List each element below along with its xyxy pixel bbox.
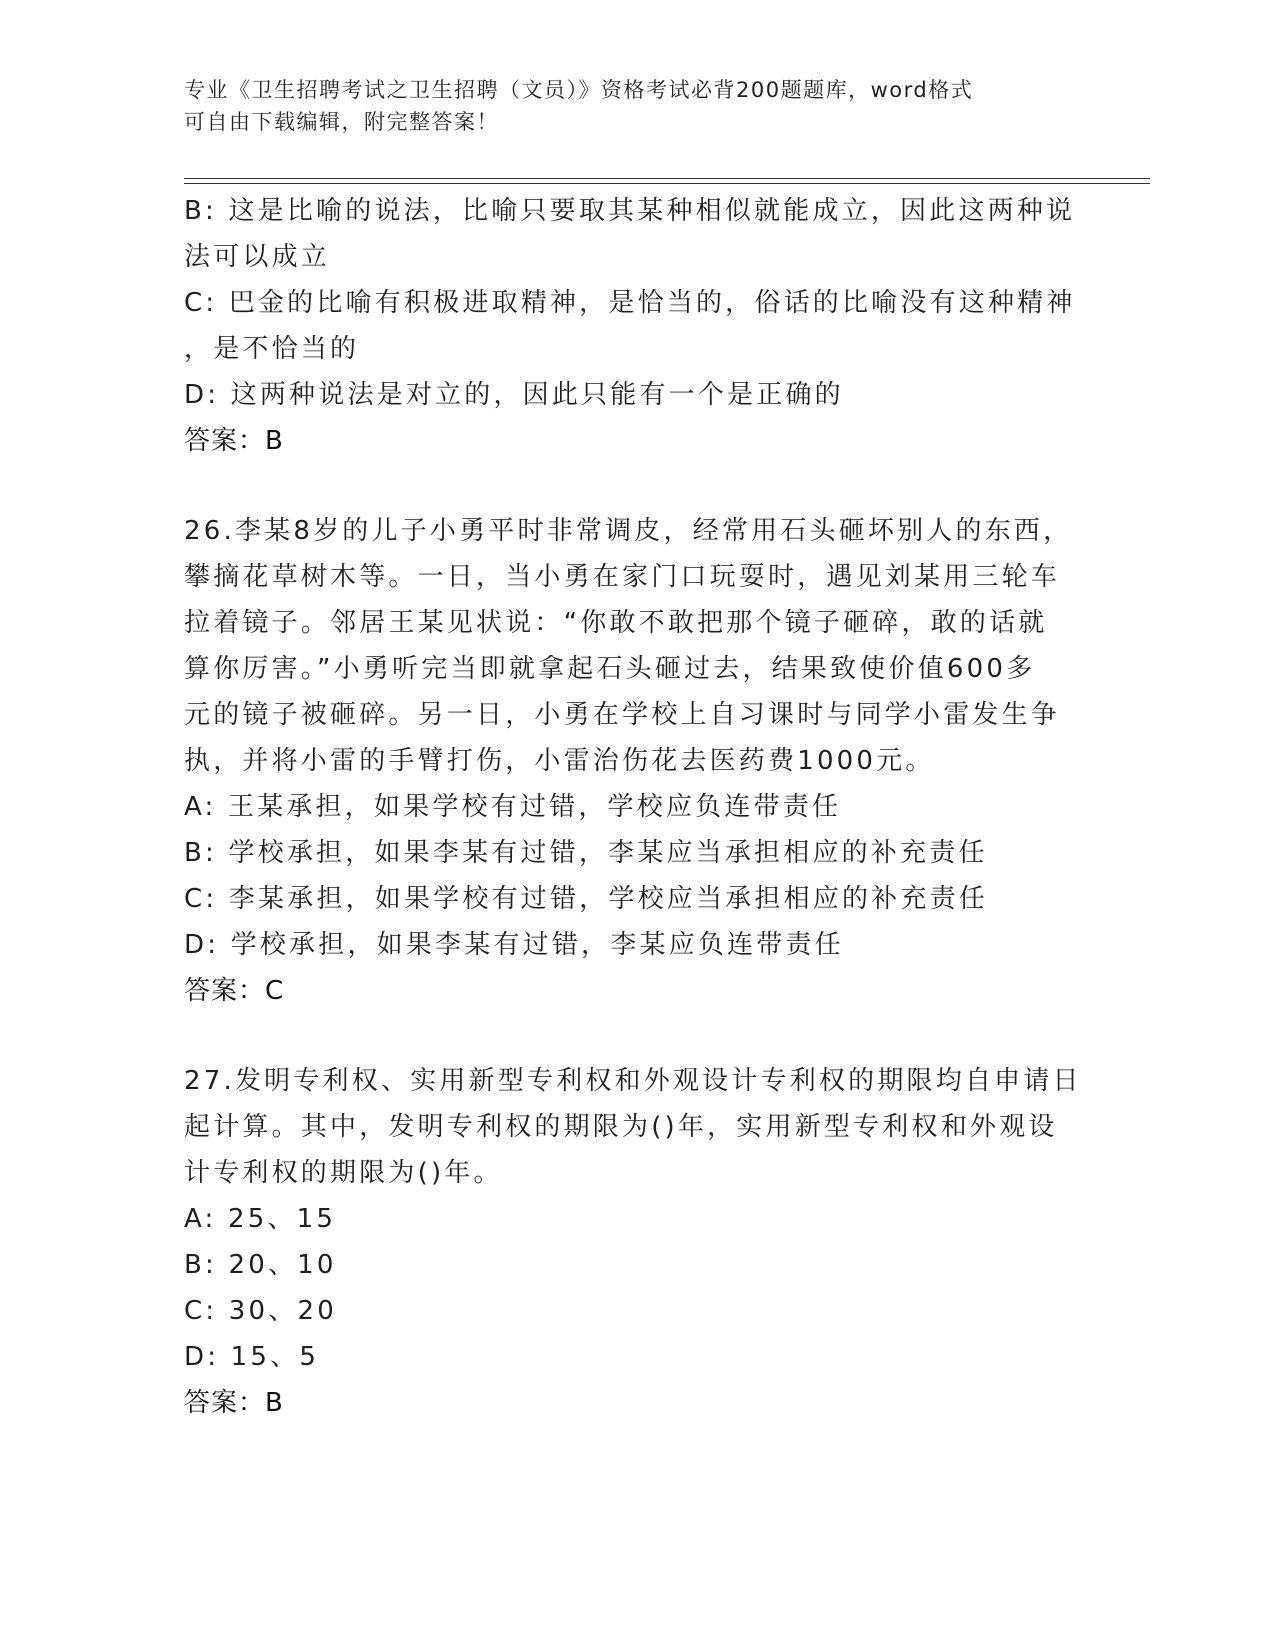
question-27	[184, 1058, 1084, 1426]
question-26	[184, 508, 1084, 1014]
q26-stem-line: 执，并将小雷的手臂打伤，小雷治伤花去医药费1000元。	[184, 746, 935, 776]
q26-stem-line: 攀摘花草树木等。一日，当小勇在家门口玩耍时，遇见刘某用三轮车	[184, 562, 1061, 592]
q26-stem-line: 26.李某8岁的儿子小勇平时非常调皮，经常用石头砸坏别人的东西，	[184, 516, 1073, 546]
q25-option-c-line-2: ，是不恰当的	[184, 334, 360, 364]
q27-stem-line: 起计算。其中，发明专利权的期限为()年，实用新型专利权和外观设	[184, 1112, 1058, 1142]
header-divider-top	[184, 178, 1150, 179]
q27-stem-line: 27.发明专利权、实用新型专利权和外观设计专利权的期限均自申请日	[184, 1066, 1082, 1096]
q26-option-a: A: 王某承担，如果学校有过错，学校应负连带责任	[184, 792, 842, 822]
question-25	[184, 188, 1084, 464]
q26-option-b: B: 学校承担，如果李某有过错，李某应当承担相应的补充责任	[184, 838, 988, 868]
q27-option-a: A: 25、15	[184, 1204, 337, 1234]
q25-option-b-line-2: 法可以成立	[184, 242, 331, 272]
q25-option-c-line-1: C: 巴金的比喻有积极进取精神，是恰当的，俗话的比喻没有这种精神	[184, 288, 1076, 318]
q25-option-d: D: 这两种说法是对立的，因此只能有一个是正确的	[184, 380, 844, 410]
q26-option-d: D: 学校承担，如果李某有过错，李某应负连带责任	[184, 930, 844, 960]
document-body	[184, 188, 1084, 1426]
q27-answer: 答案：B	[184, 1388, 284, 1418]
q25-answer: 答案：B	[184, 426, 284, 456]
page-header	[184, 74, 1064, 138]
q26-stem-line: 元的镜子被砸碎。另一日，小勇在学校上自习课时与同学小雷发生争	[184, 700, 1061, 730]
header-line-1: 专业《卫生招聘考试之卫生招聘（文员）》资格考试必背200题题库，word格式	[184, 78, 974, 102]
q27-option-d: D: 15、5	[184, 1342, 320, 1372]
header-line-2: 可自由下载编辑，附完整答案！	[184, 110, 499, 134]
spacer	[184, 464, 1084, 508]
q25-option-b-line-1: B: 这是比喻的说法，比喻只要取其某种相似就能成立，因此这两种说	[184, 196, 1076, 226]
q27-option-c: C: 30、20	[184, 1296, 337, 1326]
q26-option-c: C: 李某承担，如果学校有过错，学校应当承担相应的补充责任	[184, 884, 988, 914]
q27-option-b: B: 20、10	[184, 1250, 337, 1280]
header-divider-bottom	[184, 183, 1150, 184]
q26-stem-line: 算你厉害。”小勇听完当即就拿起石头砸过去，结果致使价值600多	[184, 654, 1036, 684]
q27-stem-line: 计专利权的期限为()年。	[184, 1158, 503, 1188]
q26-answer: 答案：C	[184, 976, 285, 1006]
q26-stem-line: 拉着镜子。邻居王某见状说：“你敢不敢把那个镜子砸碎，敢的话就	[184, 608, 1048, 638]
spacer	[184, 1014, 1084, 1058]
